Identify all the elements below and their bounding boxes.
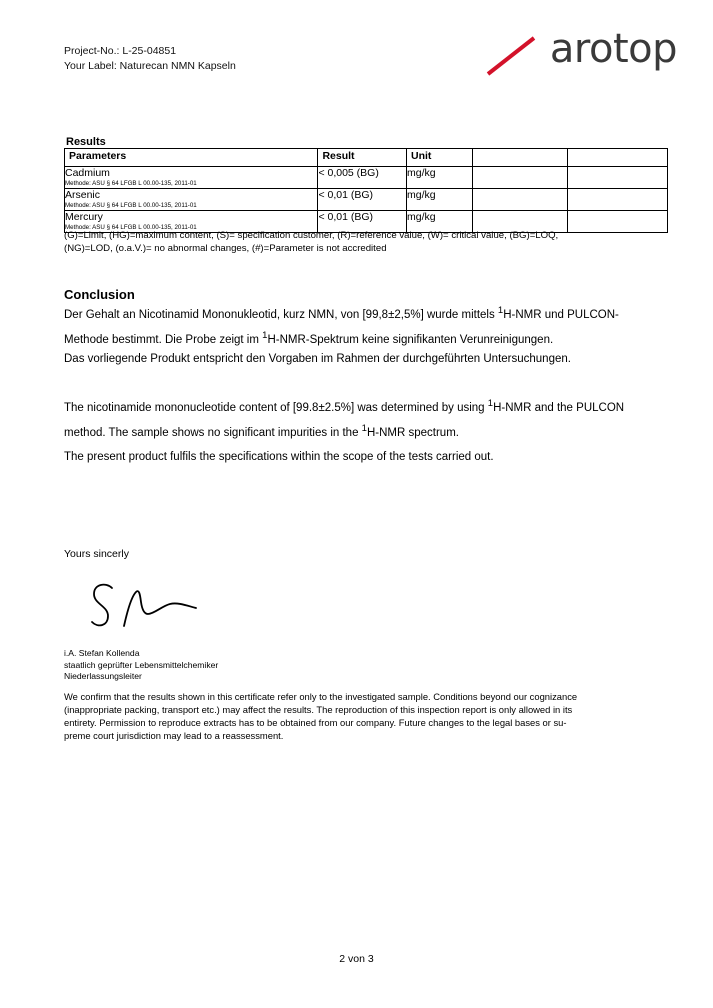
cell-extra-2 <box>567 167 667 189</box>
results-legend <box>64 230 674 255</box>
en-text-1: The nicotinamide mononucleotide content of [99.8±2.5%] was determined by using <box>64 402 488 414</box>
legend-line-2: (NG)=LOD, (o.a.V.)= no abnormal changes, (#)=Parameter is not accredited <box>64 242 387 254</box>
conclusion-german-paragraph-1 <box>64 303 660 353</box>
disclaimer-line-3: entirety. Permission to reproduce extracts has to be obtained from our company. Future changes to the legal bases or su- <box>64 717 567 728</box>
column-header-result: Result <box>318 149 407 167</box>
project-number: Project-No.: L-25-04851 <box>64 45 177 57</box>
disclaimer-line-1: We confirm that the results shown in this certificate refer only to the investigated sample. Conditions beyond our cognizance <box>64 691 578 702</box>
parameter-method: Methode: ASU § 64 LFGB L 00.00-135, 2011-01 <box>65 202 197 210</box>
column-header-extra-2 <box>567 149 667 167</box>
cell-result: < 0,01 (BG) <box>318 211 407 233</box>
cell-result: < 0,01 (BG) <box>318 189 407 211</box>
conclusion-heading: Conclusion <box>64 287 135 302</box>
cell-unit: mg/kg <box>406 189 472 211</box>
parameter-name: Arsenic <box>65 189 101 202</box>
column-header-unit: Unit <box>406 149 472 167</box>
cell-result: < 0,005 (BG) <box>318 167 407 189</box>
en-text-3: method. The sample shows no significant impurities in the <box>64 427 362 439</box>
en-text-2: H-NMR and the PULCON <box>493 402 625 414</box>
signer-qualification: staatlich geprüfter Lebensmittelchemiker <box>64 659 219 670</box>
conclusion-german-paragraph-2: Das vorliegende Produkt entspricht den Vorgaben im Rahmen der durchgeführten Untersuchungen. <box>64 353 571 365</box>
parameter-name: Cadmium <box>65 167 110 179</box>
en-sup-2: 1 <box>361 423 367 435</box>
signer-details <box>64 648 218 683</box>
de-text-3: Methode bestimmt. Die Probe zeigt im <box>64 334 263 346</box>
signer-role: Niederlassungsleiter <box>64 671 142 681</box>
column-header-parameters: Parameters <box>65 149 318 167</box>
page-header <box>64 26 677 104</box>
page-footer <box>0 953 713 965</box>
column-header-extra-1 <box>472 149 567 167</box>
disclaimer-text <box>64 690 656 742</box>
cell-parameter <box>65 189 318 211</box>
parameter-name: Mercury <box>65 211 103 224</box>
cell-unit: mg/kg <box>406 211 472 233</box>
logo-slash-icon <box>484 34 540 78</box>
en-text-4: H-NMR spectrum. <box>366 427 459 439</box>
de-text-4: H-NMR-Spektrum keine signifikanten Verunreinigungen. <box>267 334 554 346</box>
results-table <box>64 148 668 233</box>
arotop-logo <box>477 26 677 86</box>
de-text-1: Der Gehalt an Nicotinamid Mononukleotid, kurz NMN, von [99,8±2,5%] wurde mittels <box>64 309 498 321</box>
table-row <box>65 167 668 189</box>
conclusion-english-paragraph-1 <box>64 396 660 446</box>
disclaimer-line-2: (inappropriate packing, transport etc.) may affect the results. The reproduction of this inspection report is only allowed in its <box>64 704 573 715</box>
parameter-method: Methode: ASU § 64 LFGB L 00.00-135, 2011-01 <box>65 224 197 232</box>
results-heading: Results <box>66 136 106 148</box>
page-number: 2 von 3 <box>339 953 374 965</box>
disclaimer-line-4: preme court jurisdiction may lead to a reassessment. <box>64 730 284 741</box>
de-text-2: H-NMR und PULCON- <box>503 309 619 321</box>
signer-name: i.A. Stefan Kollenda <box>64 648 140 658</box>
parameter-method: Methode: ASU § 64 LFGB L 00.00-135, 2011-01 <box>65 180 197 188</box>
table-header-row <box>65 149 668 167</box>
de-sup-2: 1 <box>262 330 268 342</box>
cell-extra-1 <box>472 167 567 189</box>
logo-wordmark: arotop <box>549 26 677 72</box>
project-info <box>64 44 236 74</box>
conclusion-english-paragraph-2: The present product fulfils the specifications within the scope of the tests carried out. <box>64 451 494 463</box>
en-sup-1: 1 <box>487 398 494 410</box>
legend-line-1: (G)=Limit, (HG)=maximum content, (S)= specification customer, (R)=reference value, (W)= critical value, (BG)=LOQ, <box>64 230 559 241</box>
customer-label: Your Label: Naturecan NMN Kapseln <box>64 60 236 72</box>
table-row <box>65 189 668 211</box>
cell-extra-1 <box>472 189 567 211</box>
de-sup-1: 1 <box>497 305 504 317</box>
signature-image <box>78 578 208 636</box>
cell-unit: mg/kg <box>406 167 472 189</box>
cell-parameter <box>65 167 318 189</box>
closing-line: Yours sincerly <box>64 548 129 560</box>
cell-extra-2 <box>567 189 667 211</box>
